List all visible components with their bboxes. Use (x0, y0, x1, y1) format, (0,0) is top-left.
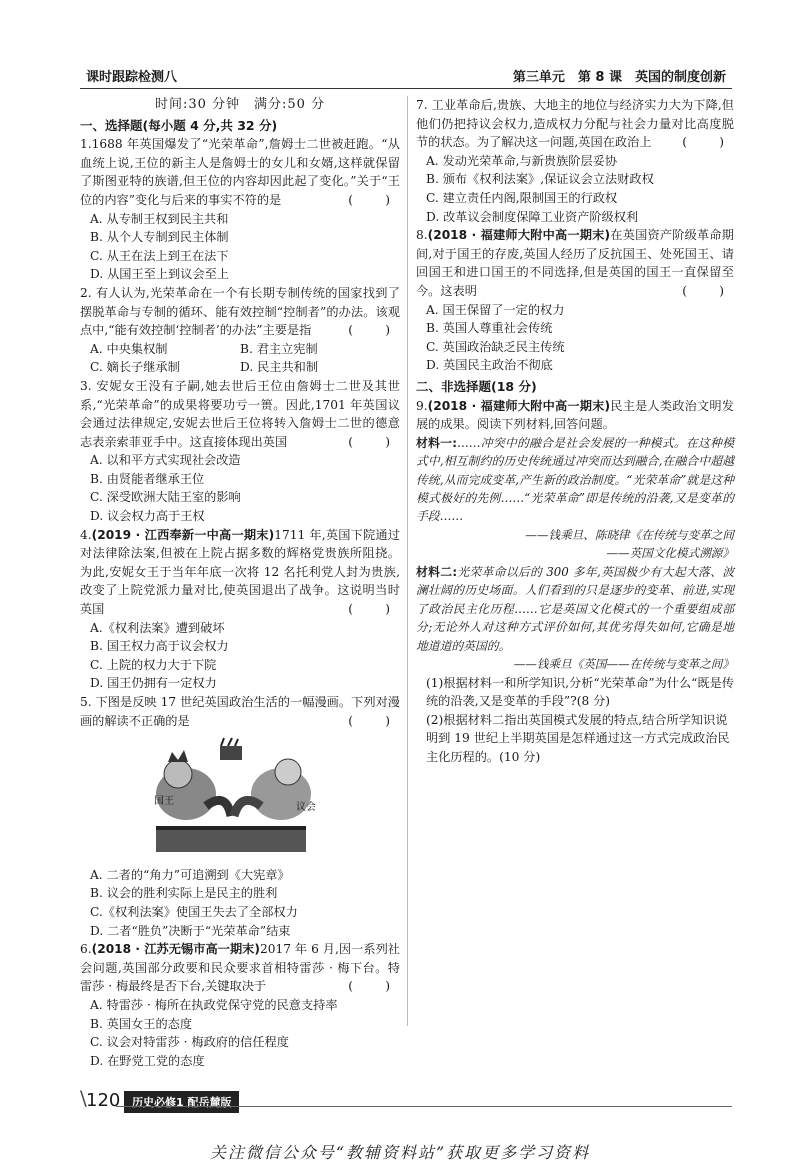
q4-option-b: B. 国王权力高于议会权力 (90, 639, 229, 654)
question-9 (416, 397, 734, 434)
q3-option-d: D. 议会权力高于王权 (90, 509, 205, 524)
answer-paren: ( ) (348, 602, 400, 617)
question-8-text: 在英国资产阶级革命期间,对于国王的存废,英国人经历了反抗国王、处死国王、请回国王和进口国王的不同选择,但是英国的国王一直保留至今。这表明 (416, 228, 734, 298)
q7-option-c: C. 建立责任内阁,限制国王的行政权 (426, 190, 618, 205)
question-1 (80, 135, 400, 209)
q4-option-c: C. 上院的权力大于下院 (90, 657, 217, 672)
q8-option-d: D. 英国民主政治不彻底 (426, 358, 553, 373)
header-left-title: 课时跟踪检测八 (86, 70, 178, 85)
book-label: 历史必修1 配岳麓版 (124, 1091, 239, 1113)
q1-option-a: A. 从专制王权到民主共和 (90, 211, 229, 226)
question-6-number: 6. (80, 942, 92, 957)
q2-option-c: C. 嫡长子继承制 (90, 360, 180, 375)
q2-options-row-1 (80, 340, 400, 359)
q2-option-b: B. 君主立宪制 (240, 341, 318, 356)
question-6-source: (2018 · 江苏无锡市高一期末) (91, 942, 260, 957)
answer-paren: ( ) (348, 323, 400, 338)
left-column (80, 96, 400, 1070)
question-9-source: (2018 · 福建师大附中高一期末) (427, 398, 611, 413)
q8-option-b: B. 英国人尊重社会传统 (426, 321, 553, 336)
answer-paren: ( ) (348, 713, 400, 728)
question-9-sub-1: (1)根据材料一和所学知识,分析“光荣革命”为什么“既是传统的沿袭,又是变革的手段”?(8 分) (426, 675, 734, 709)
handwritten-note: 关注微信公众号“教辅资料站”获取更多学习资料 (209, 1143, 591, 1162)
cartoon-crown-icon (168, 750, 188, 762)
q3-option-c: C. 深受欧洲大陆王室的影响 (90, 490, 241, 505)
material-1 (416, 434, 734, 526)
q3-option-a: A. 以和平方式实现社会改造 (90, 453, 241, 468)
header-rule (80, 88, 732, 89)
material-2-text: 光荣革命以后的 300 多年,英国极少有大起大落、波澜壮阔的历史场面。人们看到的只是逐步的变革、前进,实现了政治民主化历程……它是英国文化模式的一个重要组成部分;无论外人对这种方式评价如何,其优劣得失如何,它确是地地道道的英国的。 (416, 564, 734, 653)
q1-option-b: B. 从个人专制到民主体制 (90, 230, 229, 245)
answer-paren: ( ) (348, 434, 400, 449)
section-choice-heading: 一、选择题(每小题 4 分,共 32 分) (80, 117, 278, 133)
material-2-citation: ——钱乘旦《英国——在传统与变革之间》 (513, 656, 734, 671)
material-1-label: 材料一: (416, 435, 457, 450)
q3-option-b: B. 由贤能者继承王位 (90, 471, 205, 486)
material-2 (416, 563, 734, 655)
q8-option-a: A. 国王保留了一定的权力 (426, 302, 565, 317)
question-6 (80, 940, 400, 996)
question-5-text: 5. 下图是反映 17 世纪英国政治生活的一幅漫画。下列对漫画的解读不正确的是 (80, 695, 400, 728)
cartoon-parliament-head (275, 759, 301, 785)
q2-options-row-2 (80, 358, 400, 377)
cartoon-label-parliament: 议会 (296, 802, 316, 814)
footer-rule (116, 1106, 732, 1107)
material-1-citation-line-2: ——英国文化模式溯源》 (606, 546, 734, 561)
answer-paren: ( ) (682, 283, 734, 298)
q6-option-a: A. 特雷莎 · 梅所在执政党保守党的民意支持率 (90, 997, 338, 1012)
question-1-text: 1.1688 年英国爆发了“光荣革命”,詹姆士二世被赶跑。“从血统上说,王位的新主人是詹姆士的女儿和女婿,这样就保留了斯图亚特的族谱,但王位的内容却因此起了变化。”关于“王位的内容”变化与后来的事实不符的是 (80, 137, 400, 207)
q2-option-d: D. 民主共和制 (240, 360, 319, 375)
question-4-number: 4. (80, 527, 92, 542)
question-2-text: 2. 有人认为,光荣革命在一个有长期专制传统的国家找到了摆脱革命与专制的循环、能有效控制“控制者”的办法。该观点中,“能有效控制‘控制者’的办法”主要是指 (80, 285, 400, 338)
q5-option-d: D. 二者“胜负”决断于“光荣革命”结束 (90, 923, 291, 938)
q6-option-d: D. 在野党工党的态度 (90, 1053, 205, 1068)
cartoon-parliament-arm (234, 801, 261, 817)
page-number: 120 (86, 1090, 121, 1111)
material-1-citation-line-1: ——钱乘旦、陈晓律《在传统与变革之间 (525, 527, 734, 542)
q4-option-a: A.《权利法案》遭到破坏 (90, 620, 225, 635)
cartoon-effort-marks (221, 738, 238, 746)
header-right-title: 第三单元 第 8 课 英国的制度创新 (512, 70, 726, 85)
column-divider (407, 96, 408, 1026)
question-4-text: 1711 年,英国下院通过对法律除法案,但被在上院占据多数的辉格党贵族所阻挠。为此,安妮女王于当年年底一次将 12 名托利党人封为贵族,改变了上院党派力量对比,使英国退出了战争。这说明当时英国 (80, 527, 400, 617)
question-8-number: 8. (416, 228, 428, 243)
q8-option-c: C. 英国政治缺乏民主传统 (426, 339, 565, 354)
q1-option-c: C. 从王在法上到王在法下 (90, 248, 229, 263)
answer-paren: ( ) (348, 979, 400, 994)
q5-option-c: C.《权利法案》使国王失去了全部权力 (90, 904, 298, 919)
answer-paren: ( ) (348, 192, 400, 207)
question-9-sub-2: (2)根据材料二指出英国模式发展的特点,结合所学知识说明到 19 世纪上半期英国是怎样通过这一方式完成政治民主化历程的。(10 分) (426, 712, 730, 764)
question-9-text: 民主是人类政治文明发展的成果。阅读下列材料,回答问题。 (416, 398, 734, 432)
question-8-source: (2018 · 福建师大附中高一期末) (427, 228, 611, 243)
cartoon-king-head (164, 760, 192, 788)
q6-option-c: C. 议会对特雷莎 · 梅政府的信任程度 (90, 1035, 289, 1050)
question-9-number: 9. (416, 398, 428, 413)
question-5 (80, 693, 400, 730)
cartoon-fist-icon (220, 746, 242, 760)
q1-option-d: D. 从国王至上到议会至上 (90, 267, 229, 282)
cartoon-label-king: 国王 (154, 796, 174, 808)
question-2 (80, 284, 400, 340)
q7-option-d: D. 改革议会制度保障工业资产阶级权利 (426, 209, 639, 224)
q6-option-b: B. 英国女王的态度 (90, 1016, 193, 1031)
q5-option-b: B. 议会的胜利实际上是民主的胜利 (90, 886, 278, 901)
q7-option-b: B. 颁布《权利法案》,保证议会立法财政权 (426, 172, 654, 187)
time-and-score: 时间:30 分钟 满分:50 分 (154, 97, 326, 112)
question-7 (416, 96, 734, 152)
q4-option-d: D. 国王仍拥有一定权力 (90, 676, 217, 691)
arm-wrestling-cartoon (116, 736, 346, 856)
footer-slash-mark: \ (80, 1086, 87, 1110)
material-2-label: 材料二: (416, 564, 458, 579)
cartoon-table-edge (156, 826, 306, 830)
question-7-text: 7. 工业革命后,贵族、大地主的地位与经济实力大为下降,但他们仍把持议会权力,造成权力分配与社会力量对比高度脱节的状态。为了解决这一问题,英国在政治上 (416, 98, 734, 150)
answer-paren: ( ) (682, 135, 734, 150)
cartoon-king-arm (206, 801, 231, 817)
right-column (416, 96, 734, 767)
question-8 (416, 226, 734, 300)
question-3-text: 3. 安妮女王没有子嗣,她去世后王位由詹姆士二世及其世系,“光荣革命”的成果将要功亏一篑。因此,1701 年英国议会通过法律规定,安妮去世后王位将转入詹姆士二世的德意志表亲索菲亚手中。这直接体现出英国 (80, 378, 400, 449)
question-4 (80, 526, 400, 619)
section-nonchoice-heading: 二、非选择题(18 分) (416, 378, 537, 394)
material-1-text: ……冲突中的融合是社会发展的一种模式。在这种模式中,相互制约的历史传统通过冲突而达到融合,在融合中超越传统,从而完成变革,产生新的政治制度。“光荣革命”就是这种模式极好的先例……“光荣革命”即是传统的沿袭,又是变革的手段…… (416, 435, 734, 524)
question-3 (80, 377, 400, 451)
question-6-text: 2017 年 6 月,因一系列社会问题,英国部分政要和民众要求首相特雷莎 · 梅下台。特雷莎 · 梅最终是否下台,关键取决于 (80, 942, 400, 994)
q2-option-a: A. 中央集权制 (90, 341, 168, 356)
question-4-source: (2019 · 江西奉新一中高一期末) (91, 527, 275, 542)
q5-option-a: A. 二者的“角力”可追溯到《大宪章》 (90, 867, 290, 882)
q7-option-a: A. 发动光荣革命,与新贵族阶层妥协 (426, 153, 618, 168)
